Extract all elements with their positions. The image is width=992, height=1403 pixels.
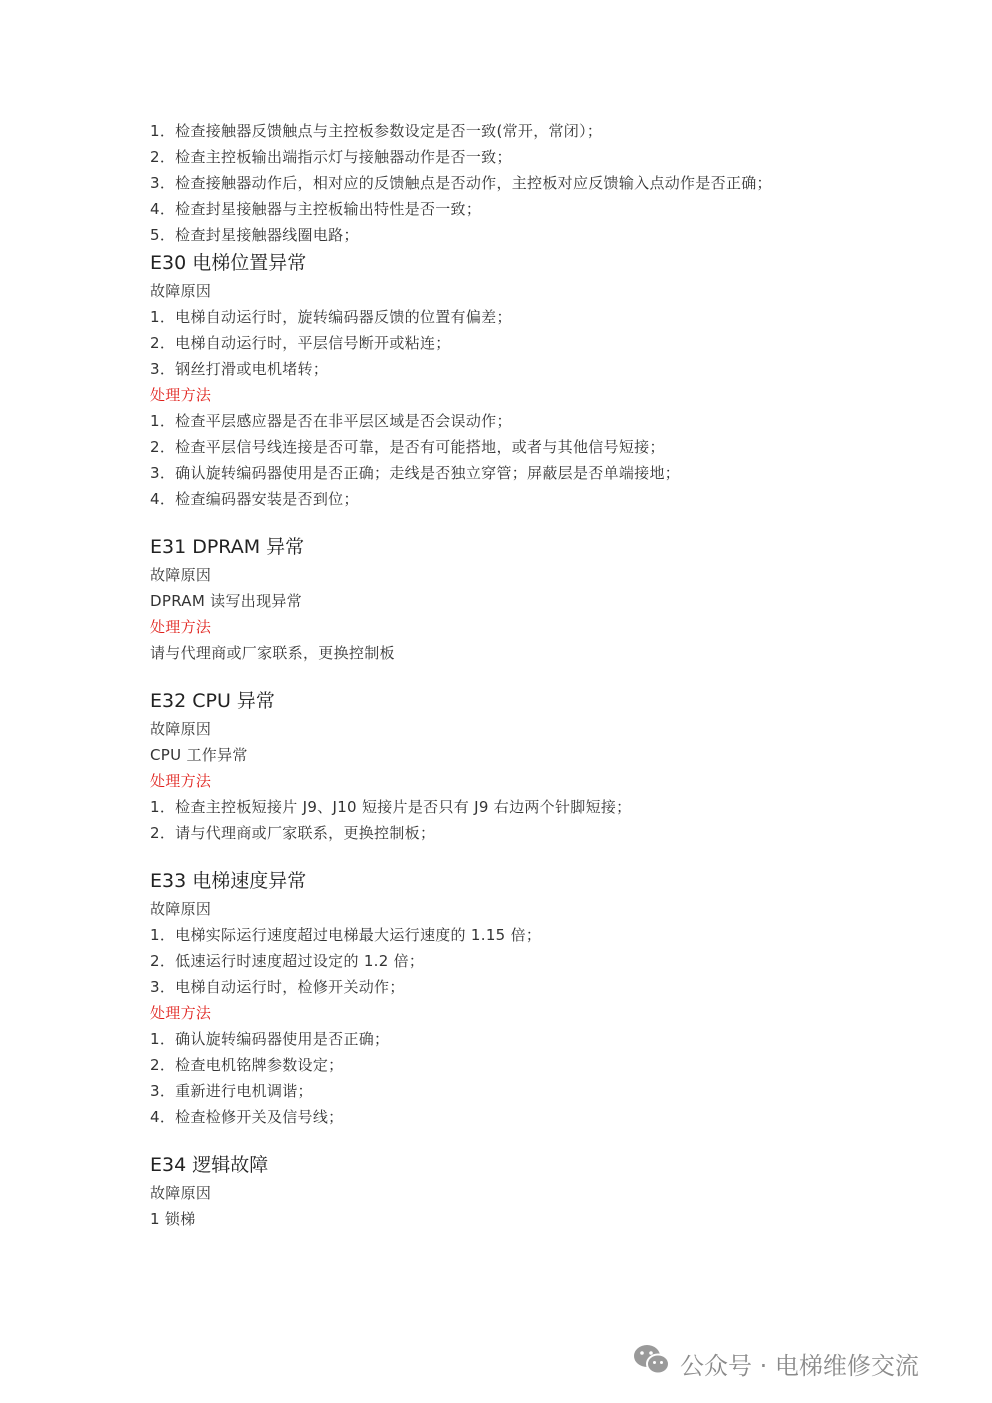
fault-section xyxy=(150,686,870,846)
cause-item: 3．钢丝打滑或电机堵转； xyxy=(150,360,329,378)
cause-label: 故障原因 xyxy=(150,720,212,738)
method-item: 3．确认旋转编码器使用是否正确；走线是否独立穿管；屏蔽层是否单端接地； xyxy=(150,464,681,482)
fault-section xyxy=(150,248,870,512)
fault-sections xyxy=(150,248,870,1232)
method-item: 2．检查平层信号线连接是否可靠，是否有可能搭地，或者与其他信号短接； xyxy=(150,438,665,456)
method-item: 1．确认旋转编码器使用是否正确； xyxy=(150,1030,390,1048)
method-item: 2．请与代理商或厂家联系，更换控制板； xyxy=(150,824,436,842)
fault-code-heading: E31 DPRAM 异常 xyxy=(150,536,305,558)
method-item: 3．重新进行电机调谐； xyxy=(150,1082,313,1100)
wechat-icon xyxy=(632,1343,680,1383)
cause-item: 1 锁梯 xyxy=(150,1210,196,1228)
method-label: 处理方法 xyxy=(150,772,212,790)
cause-item: CPU 工作异常 xyxy=(150,746,248,764)
fault-section xyxy=(150,532,870,666)
cause-item: 2．电梯自动运行时，平层信号断开或粘连； xyxy=(150,334,451,352)
watermark xyxy=(632,1346,919,1380)
cause-label: 故障原因 xyxy=(150,282,212,300)
cause-item: DPRAM 读写出现异常 xyxy=(150,592,302,610)
method-item: 1．检查平层感应器是否在非平层区域是否会误动作； xyxy=(150,412,512,430)
watermark-text: 公众号 · 电梯维修交流 xyxy=(680,1351,919,1380)
method-item: 4．检查编码器安装是否到位； xyxy=(150,490,359,508)
method-label: 处理方法 xyxy=(150,618,212,636)
fault-code-heading: E32 CPU 异常 xyxy=(150,690,275,712)
fault-section xyxy=(150,1150,870,1232)
method-item: 请与代理商或厂家联系，更换控制板 xyxy=(150,644,395,662)
intro-list xyxy=(150,118,870,248)
method-item: 1．检查主控板短接片 J9、J10 短接片是否只有 J9 右边两个针脚短接； xyxy=(150,798,632,816)
cause-item: 2．低速运行时速度超过设定的 1.2 倍； xyxy=(150,952,425,970)
document-body xyxy=(150,118,870,1232)
intro-list-item: 3．检查接触器动作后，相对应的反馈触点是否动作，主控板对应反馈输入点动作是否正确； xyxy=(150,174,772,192)
fault-code-heading: E30 电梯位置异常 xyxy=(150,252,307,274)
fault-code-heading: E34 逻辑故障 xyxy=(150,1154,269,1176)
cause-label: 故障原因 xyxy=(150,900,212,918)
intro-list-item: 4．检查封星接触器与主控板输出特性是否一致； xyxy=(150,200,482,218)
method-item: 2．检查电机铭牌参数设定； xyxy=(150,1056,344,1074)
intro-list-item: 2．检查主控板输出端指示灯与接触器动作是否一致； xyxy=(150,148,512,166)
method-label: 处理方法 xyxy=(150,386,212,404)
intro-list-item: 5．检查封星接触器线圈电路； xyxy=(150,226,359,244)
cause-item: 1．电梯实际运行速度超过电梯最大运行速度的 1.15 倍； xyxy=(150,926,542,944)
method-label: 处理方法 xyxy=(150,1004,212,1022)
fault-section xyxy=(150,866,870,1130)
method-item: 4．检查检修开关及信号线； xyxy=(150,1108,344,1126)
cause-label: 故障原因 xyxy=(150,566,212,584)
cause-item: 1．电梯自动运行时，旋转编码器反馈的位置有偏差； xyxy=(150,308,512,326)
intro-list-item: 1．检查接触器反馈触点与主控板参数设定是否一致(常开，常闭）； xyxy=(150,122,603,140)
cause-label: 故障原因 xyxy=(150,1184,212,1202)
fault-code-heading: E33 电梯速度异常 xyxy=(150,870,307,892)
cause-item: 3．电梯自动运行时，检修开关动作； xyxy=(150,978,405,996)
